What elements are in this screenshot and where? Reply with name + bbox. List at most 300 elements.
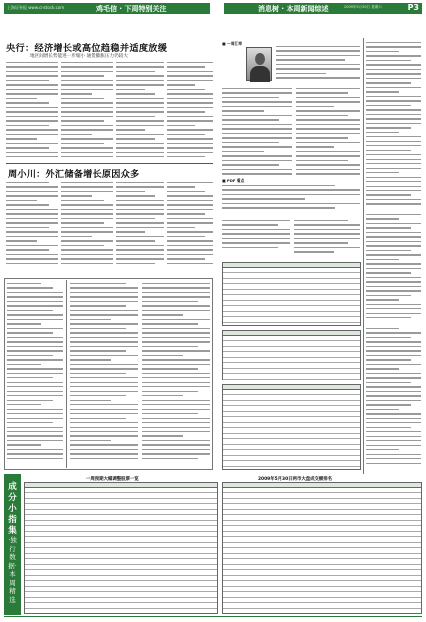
text-line [366, 87, 421, 88]
text-line [366, 272, 411, 273]
article2-column-3 [116, 182, 164, 270]
section-title-left: 鸡毛信 · 下周特别关注 [96, 5, 167, 13]
text-line [7, 341, 63, 342]
text-line [7, 395, 63, 396]
text-line [70, 395, 126, 396]
text-line [70, 404, 138, 405]
page-number: P3 [407, 3, 419, 12]
text-line [7, 337, 63, 338]
text-line [61, 116, 113, 117]
text-line [366, 250, 411, 251]
text-line [296, 97, 360, 98]
text-line [222, 194, 360, 195]
text-line [366, 100, 421, 101]
text-line [366, 254, 421, 255]
text-line [61, 231, 113, 232]
text-line [116, 245, 164, 246]
text-line [6, 75, 58, 76]
text-line [366, 73, 421, 74]
text-line [61, 204, 113, 205]
text-line [296, 133, 360, 134]
text-line [61, 71, 113, 72]
text-line [366, 46, 421, 47]
text-line [116, 93, 155, 94]
text-line [366, 386, 421, 387]
text-line [116, 240, 155, 241]
text-line [61, 227, 113, 228]
article2-column-1 [6, 182, 58, 270]
text-line [366, 449, 399, 450]
text-line [61, 152, 113, 153]
text-line [366, 404, 411, 405]
text-line [6, 129, 58, 130]
text-line [167, 204, 213, 205]
text-line [366, 355, 421, 356]
text-line [366, 409, 399, 410]
text-line [167, 191, 205, 192]
text-line [70, 422, 138, 423]
text-line [294, 238, 360, 239]
text-line [116, 200, 164, 201]
text-line [167, 182, 213, 183]
text-line [70, 427, 138, 428]
text-line [366, 159, 421, 160]
text-line [61, 107, 113, 108]
text-line [366, 341, 421, 342]
text-line [116, 195, 155, 196]
text-line [222, 88, 292, 89]
text-line [142, 319, 210, 320]
text-line [142, 359, 210, 360]
text-line [366, 60, 411, 61]
text-line [116, 186, 164, 187]
text-line [142, 422, 210, 423]
text-line [61, 102, 113, 103]
text-line [366, 463, 421, 464]
text-line [116, 254, 164, 255]
text-line [70, 364, 138, 365]
text-line [366, 78, 421, 79]
text-line [167, 240, 213, 241]
text-line [366, 245, 421, 246]
preview-column-mid1 [70, 283, 138, 467]
text-line [142, 404, 210, 405]
text-line [6, 191, 58, 192]
text-line [294, 229, 360, 230]
text-line [6, 80, 49, 81]
text-line [7, 359, 63, 360]
text-line [167, 107, 213, 108]
text-line [70, 301, 138, 302]
text-line [142, 323, 198, 324]
text-line [366, 168, 421, 169]
text-line [142, 435, 183, 436]
text-line [142, 283, 210, 284]
text-line [276, 59, 345, 60]
text-line [222, 146, 292, 147]
banner-title: 成分小指集 [8, 482, 17, 536]
text-line [6, 71, 58, 72]
text-line [116, 107, 164, 108]
text-line [222, 247, 278, 248]
text-line [276, 68, 360, 69]
text-line [276, 46, 360, 47]
text-line [142, 453, 210, 454]
text-line [366, 391, 421, 392]
text-line [222, 92, 292, 93]
text-line [7, 296, 63, 297]
commentary-column-2 [296, 88, 360, 178]
text-line [7, 301, 63, 302]
text-line [61, 80, 113, 81]
text-line [366, 132, 399, 133]
text-line [6, 200, 37, 201]
text-line [6, 66, 58, 67]
text-line [366, 290, 421, 291]
text-line [366, 154, 421, 155]
text-line [366, 377, 421, 378]
text-line [61, 84, 113, 85]
table-header-band [223, 263, 360, 268]
text-line [6, 236, 58, 237]
text-line [366, 313, 421, 314]
text-line [142, 368, 198, 369]
text-line [366, 263, 421, 264]
text-line [61, 186, 113, 187]
text-line [70, 453, 138, 454]
text-line [366, 359, 411, 360]
text-line [116, 89, 145, 90]
text-line [142, 395, 183, 396]
text-line [7, 292, 63, 293]
text-line [366, 232, 421, 233]
text-line [116, 116, 155, 117]
text-line [142, 296, 210, 297]
text-line [6, 209, 58, 210]
text-line [366, 431, 421, 432]
data-table-2 [222, 330, 361, 380]
text-line [296, 124, 360, 125]
text-line [7, 310, 53, 311]
text-line [366, 227, 411, 228]
text-line [276, 55, 360, 56]
text-line [294, 242, 348, 243]
text-line [6, 143, 58, 144]
article-column-4 [167, 62, 213, 162]
text-line [366, 123, 421, 124]
author-photo [246, 47, 272, 81]
text-line [61, 218, 113, 219]
text-line [7, 328, 63, 329]
text-line [116, 152, 164, 153]
text-line [6, 84, 58, 85]
text-line [366, 64, 421, 65]
text-line [7, 386, 63, 387]
text-line [142, 292, 210, 293]
text-line [6, 227, 49, 228]
text-line [366, 181, 421, 182]
text-line [61, 200, 104, 201]
text-line [142, 377, 210, 378]
text-line [7, 422, 53, 423]
text-line [366, 82, 411, 83]
text-line [7, 458, 63, 459]
text-line [70, 458, 138, 459]
text-line [142, 287, 210, 288]
text-line [167, 134, 205, 135]
text-line [61, 258, 113, 259]
text-line [116, 249, 164, 250]
bottom-table-left [24, 482, 218, 614]
text-line [366, 299, 399, 300]
text-line [61, 254, 113, 255]
text-line [366, 295, 411, 296]
text-line [276, 50, 360, 51]
exchange-rate-label: ■ 一周汇率 [222, 41, 243, 46]
text-line [7, 453, 63, 454]
text-line [366, 364, 421, 365]
text-line [167, 129, 213, 130]
text-line [366, 241, 421, 242]
text-line [142, 440, 210, 441]
text-line [366, 304, 421, 305]
text-line [142, 382, 210, 383]
text-line [142, 346, 198, 347]
text-line [167, 147, 213, 148]
text-line [70, 400, 111, 401]
text-line [366, 69, 421, 70]
text-line [116, 156, 164, 157]
text-line [222, 207, 335, 208]
text-line [296, 115, 348, 116]
text-line [167, 89, 205, 90]
text-line [142, 314, 183, 315]
text-line [167, 152, 213, 153]
text-line [61, 93, 92, 94]
text-line [366, 141, 421, 142]
text-line [366, 346, 421, 347]
text-line [116, 75, 164, 76]
text-line [116, 213, 164, 214]
text-line [116, 231, 145, 232]
text-line [142, 418, 210, 419]
text-line [366, 214, 421, 215]
text-line [116, 222, 164, 223]
text-line [167, 125, 195, 126]
table-header-band [223, 483, 421, 488]
text-line [6, 62, 58, 63]
text-line [116, 218, 155, 219]
text-line [366, 332, 421, 333]
text-line [61, 62, 113, 63]
header-right-band [224, 3, 422, 14]
text-line [366, 458, 421, 459]
text-line [366, 259, 399, 260]
text-line [366, 400, 421, 401]
text-line [6, 134, 58, 135]
text-line [222, 220, 290, 221]
text-line [366, 440, 421, 441]
text-line [222, 124, 292, 125]
text-line [222, 198, 305, 199]
text-line [6, 107, 58, 108]
text-line [167, 258, 205, 259]
text-line [142, 386, 210, 387]
text-line [366, 203, 421, 204]
right-sidebar-3 [366, 328, 421, 470]
text-line [296, 160, 348, 161]
text-line [167, 236, 205, 237]
text-line [61, 191, 113, 192]
text-line [6, 240, 37, 241]
text-line [7, 382, 63, 383]
text-line [6, 245, 58, 246]
text-line [296, 173, 360, 174]
text-line [222, 101, 292, 102]
text-line [61, 89, 113, 90]
text-line [366, 268, 421, 269]
text-line [222, 160, 292, 161]
text-line [366, 445, 421, 446]
text-line [294, 251, 334, 252]
text-line [222, 203, 360, 204]
text-line [116, 98, 164, 99]
text-line [366, 382, 411, 383]
text-line [61, 240, 113, 241]
text-line [167, 249, 213, 250]
page-header [4, 3, 422, 14]
text-line [294, 224, 360, 225]
text-line [366, 114, 421, 115]
text-line [222, 173, 292, 174]
text-line [142, 444, 210, 445]
text-line [222, 155, 292, 156]
text-line [167, 195, 213, 196]
text-line [142, 301, 198, 302]
text-line [70, 287, 138, 288]
text-line [70, 377, 138, 378]
text-line [142, 413, 198, 414]
text-line [366, 55, 421, 56]
text-line [142, 431, 210, 432]
text-line [366, 427, 411, 428]
text-line [222, 224, 278, 225]
text-line [116, 71, 155, 72]
issue-date: 2009年5月30日 星期六 [344, 5, 382, 9]
text-line [61, 236, 92, 237]
banner-subtitle: ·独行数据·本周精选 [8, 536, 17, 604]
text-line [6, 249, 49, 250]
text-line [366, 96, 421, 97]
text-line [366, 223, 421, 224]
text-line [167, 231, 213, 232]
text-line [366, 413, 421, 414]
text-line [6, 89, 58, 90]
text-line [7, 323, 41, 324]
text-line [116, 191, 145, 192]
text-line [222, 242, 290, 243]
text-line [296, 142, 360, 143]
text-line [222, 137, 292, 138]
text-line [142, 449, 210, 450]
text-line [61, 120, 104, 121]
text-line [222, 151, 264, 152]
text-line [116, 62, 164, 63]
text-line [296, 151, 360, 152]
text-line [116, 209, 164, 210]
text-line [296, 155, 360, 156]
text-line [7, 305, 63, 306]
text-line [222, 169, 292, 170]
text-line [142, 391, 198, 392]
text-line [6, 138, 37, 139]
text-line [6, 231, 58, 232]
text-line [70, 418, 126, 419]
main-headline: 央行：经济增长或高位趋稳并适度放缓 [6, 43, 168, 54]
text-line [70, 341, 138, 342]
text-line [142, 409, 210, 410]
text-line [116, 236, 164, 237]
commentary-column-1 [222, 88, 292, 178]
text-line [366, 236, 421, 237]
text-line [70, 382, 138, 383]
text-line [366, 127, 411, 128]
article2-column-2 [61, 182, 113, 270]
text-line [61, 138, 113, 139]
text-line [296, 169, 360, 170]
text-line [222, 142, 279, 143]
text-line [116, 227, 164, 228]
text-line [366, 145, 421, 146]
text-line [7, 368, 63, 369]
text-line [6, 254, 58, 255]
text-line [296, 106, 334, 107]
column-divider [66, 280, 67, 468]
text-line [6, 182, 49, 183]
text-line [366, 118, 421, 119]
text-line [366, 194, 411, 195]
text-line [116, 80, 164, 81]
text-line [61, 111, 113, 112]
text-line [70, 305, 126, 306]
text-line [70, 332, 138, 333]
text-line [167, 222, 213, 223]
text-line [116, 138, 155, 139]
text-line [116, 84, 164, 85]
text-line [167, 111, 205, 112]
article-column-1 [6, 62, 58, 162]
text-line [296, 146, 334, 147]
text-line [6, 125, 49, 126]
text-line [366, 350, 421, 351]
right-column-divider [363, 38, 364, 474]
text-line [70, 292, 138, 293]
text-line [6, 147, 49, 148]
text-line [70, 391, 138, 392]
text-line [61, 75, 104, 76]
text-line [116, 263, 155, 264]
text-line [116, 134, 164, 135]
text-line [296, 110, 360, 111]
text-line [116, 66, 164, 67]
text-line [70, 449, 138, 450]
text-line [296, 101, 360, 102]
text-line [70, 444, 138, 445]
text-line [142, 355, 183, 356]
text-line [7, 435, 63, 436]
text-line [7, 444, 41, 445]
text-line [366, 395, 421, 396]
